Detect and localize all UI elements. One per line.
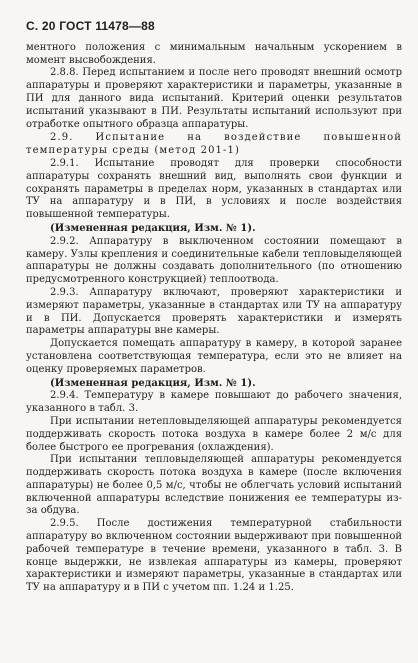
- paragraph-2-9-3: 2.9.3. Аппаратуру включают, проверяют характеристики и измеряют параметры, указанные в стандартах или ТУ на аппаратуру и в ПИ. Допускается проверять характеристики и измерять параметры аппаратуры вне камеры.: [26, 286, 402, 337]
- paragraph-continuation: ментного положения с минимальным начальным ускорением в момент высвобождения.: [26, 41, 402, 66]
- revision-note-2: (Измененная редакция, Изм. № 1).: [50, 377, 256, 389]
- paragraph-2-9-4: 2.9.4. Температуру в камере повышают до рабочего значения, указанного в табл. 3.: [26, 390, 402, 415]
- paragraph-2-9-1: 2.9.1. Испытание проводят для проверки способности аппаратуры сохранять внешний вид, выполнять свои функции и сохранять параметры в пределах норм, указанных в стандартах или ТУ на аппаратуру и в ПИ, в условиях и после воздействия повышенной температуры.: [26, 157, 402, 221]
- revision-note-1: (Измененная редакция, Изм. № 1).: [50, 222, 256, 234]
- paragraph-2-9-5: 2.9.5. После достижения температурной стабильности аппаратуру во включенном состоянии выдерживают при повышенной рабочей температуре в течение времени, указанного в табл. 3. В конце выдержки, не извлекая аппаратуры из камеры, проверяют характеристики и измеряют параметры, указанные в стандартах или ТУ на аппаратуру и в ПИ с учетом пп. 1.24 и 1.25.: [26, 518, 402, 594]
- document-body: [26, 42, 402, 595]
- paragraph-chamber-placement: Допускается помещать аппаратуру в камеру, в которой заранее установлена соответствующая температура, если это не влияет на оценку проверяемых параметров.: [26, 338, 402, 375]
- page-header: С. 20 ГОСТ 11478—88: [26, 19, 155, 33]
- paragraph-nonheat-equipment: При испытании нетепловыделяющей аппаратуры рекомендуется поддерживать скорость потока воздуха в камере более 2 м/с для более быстрого ее прогревания (охлаждения).: [26, 415, 402, 453]
- paragraph-2-8-8: 2.8.8. Перед испытанием и после него проводят внешний осмотр аппаратуры и проверяют характеристики и параметры, указанные в ПИ для данного вида испытаний. Критерий оценки результатов испытаний указывают в ПИ. Результаты испытаний используют при отработке опытного образца аппаратуры.: [26, 67, 402, 130]
- section-heading-2-9: 2.9. Испытание на воздействие повышенной температуры среды (метод 201-1): [26, 132, 402, 157]
- paragraph-2-9-2: 2.9.2. Аппаратуру в выключенном состоянии помещают в камеру. Узлы крепления и соединительные кабели тепловыделяющей аппаратуры не должны создавать дополнительного (по отношению предусмотренного конструкцией) теплоотвода.: [26, 235, 402, 286]
- paragraph-heat-equipment: При испытании тепловыделяющей аппаратуры рекомендуется поддерживать скорость потока воздуха в камере (после включения аппаратуры) не более 0,5 м/с, чтобы не облегчать условий испытаний включенной аппаратуры вследствие понижения ее температуры из-за обдува.: [26, 454, 402, 517]
